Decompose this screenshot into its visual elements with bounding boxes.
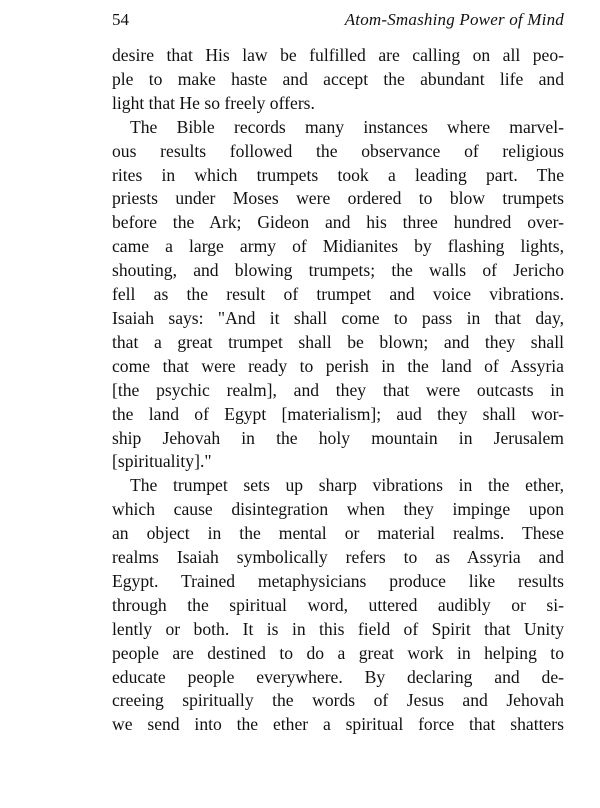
page-header — [112, 10, 564, 38]
paragraph-3 — [112, 474, 564, 737]
running-head: Atom-Smashing Power of Mind — [344, 10, 564, 29]
text-line: which cause disintegration when they impinge upon — [112, 499, 564, 520]
text-line: desire that His law be fulfilled are calling on all peo- — [112, 45, 564, 65]
text-line: came a large army of Midianites by flashing lights, — [112, 236, 564, 257]
text-line: realms Isaiah symbolically refers to as Assyria and — [112, 547, 564, 568]
text-line: before the Ark; Gideon and his three hundred over- — [112, 212, 564, 233]
text-line: an object in the mental or material realms. These — [112, 523, 564, 544]
text-line: creeing spiritually the words of Jesus and Jehovah — [112, 690, 564, 711]
text-line: shouting, and blowing trumpets; the walls of Jericho — [112, 260, 564, 281]
text-line: Egypt. Trained metaphysicians produce like results — [112, 570, 564, 591]
text-line: light that He so freely offers. — [112, 92, 315, 113]
text-line: The Bible records many instances where marvel- — [130, 116, 564, 137]
text-line: ship Jehovah in the holy mountain in Jerusalem — [112, 427, 564, 448]
text-line: [the psychic realm], and they that were outcasts in — [112, 379, 564, 400]
paragraph-1 — [112, 44, 564, 116]
text-line: Isaiah says: "And it shall come to pass in that day, — [112, 307, 564, 328]
text-line: we send into the ether a spiritual force that shatters — [112, 714, 564, 735]
text-line: that a great trumpet shall be blown; and they shall — [112, 331, 564, 352]
text-line: the land of Egypt [materialism]; aud they shall wor- — [112, 403, 564, 424]
paragraph-2 — [112, 116, 564, 475]
text-line: fell as the result of trumpet and voice vibrations. — [112, 284, 564, 305]
text-line: The trumpet sets up sharp vibrations in the ether, — [130, 475, 564, 496]
text-line: priests under Moses were ordered to blow trumpets — [112, 188, 564, 209]
body-text — [112, 44, 564, 737]
text-line: educate people everywhere. By declaring and de- — [112, 666, 564, 687]
text-line: ple to make haste and accept the abundant life and — [112, 68, 564, 89]
text-line: people are destined to do a great work in helping to — [112, 642, 564, 663]
text-line: come that were ready to perish in the land of Assyria — [112, 355, 564, 376]
text-line: rites in which trumpets took a leading part. The — [112, 164, 564, 185]
text-line: lently or both. It is in this field of Spirit that Unity — [112, 618, 564, 639]
page-number: 54 — [112, 10, 129, 29]
text-line: through the spiritual word, uttered audibly or si- — [112, 594, 564, 615]
text-line: [spirituality]." — [112, 451, 212, 472]
text-line: ous results followed the observance of religious — [112, 140, 564, 161]
